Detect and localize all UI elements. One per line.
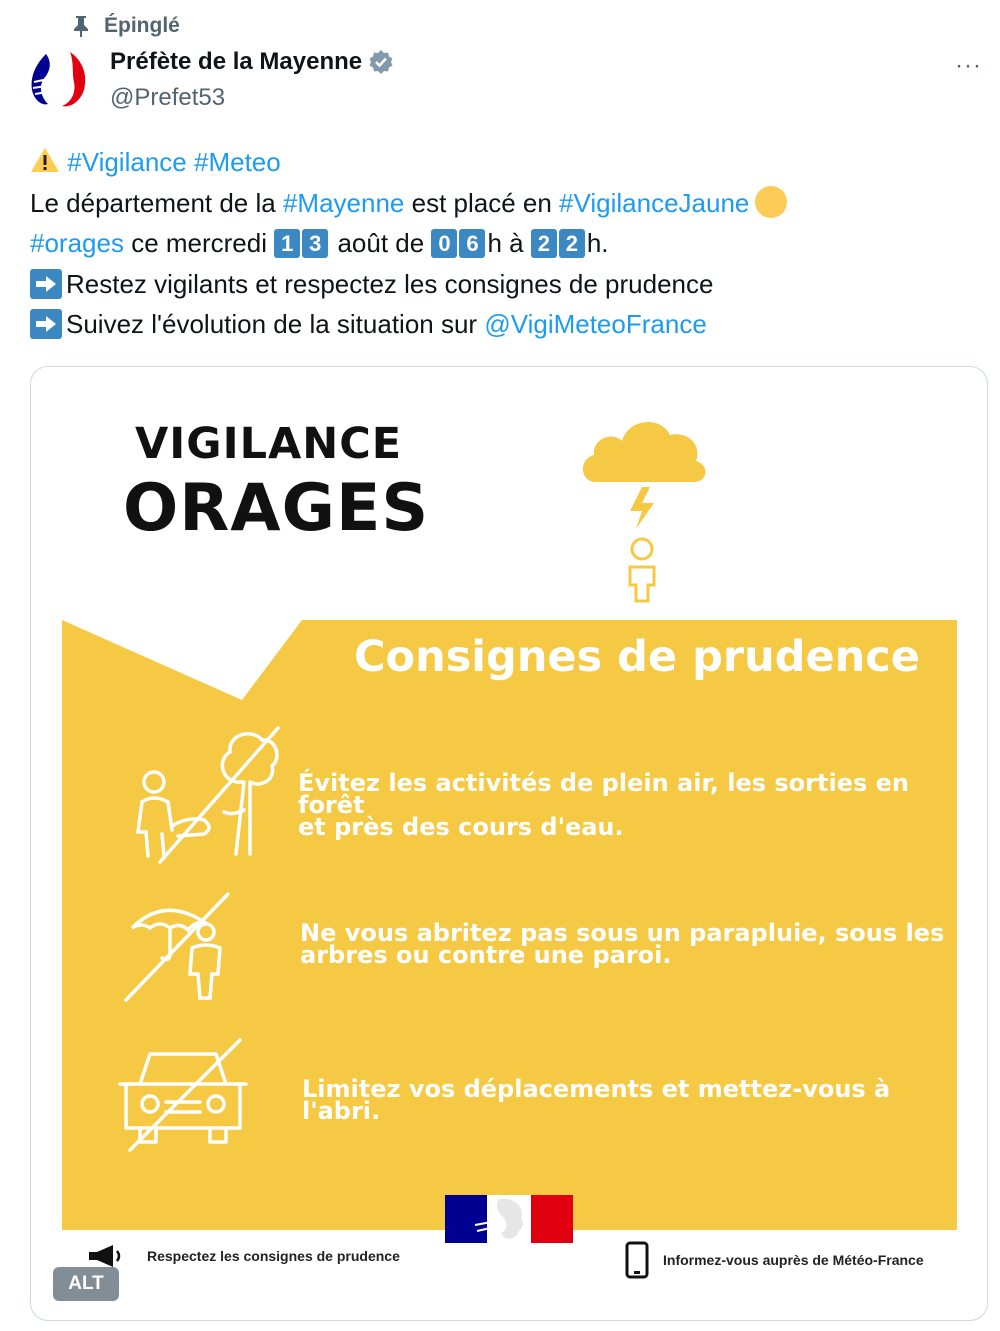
storm-cloud-person-icon bbox=[576, 387, 716, 607]
tweet-line-3 bbox=[30, 223, 980, 264]
panel-notch bbox=[62, 620, 302, 700]
hashtag-orages[interactable]: #orages bbox=[30, 228, 124, 258]
tweet-text-segment: est placé en bbox=[404, 187, 560, 218]
keycap-digit-icon: 1 bbox=[274, 229, 300, 258]
prudence-item-2-line-1: Ne vous abritez pas sous un parapluie, sous les bbox=[300, 919, 945, 947]
prudence-item-1-line-1: Évitez les activités de plein air, les sorties en forêt bbox=[298, 769, 909, 819]
prudence-item-3 bbox=[302, 1075, 957, 1125]
tweet-text-segment: Le département de la bbox=[30, 187, 283, 218]
tweet-image-card[interactable] bbox=[30, 366, 988, 1321]
verified-badge-icon bbox=[368, 49, 394, 75]
tweet-text-segment: août de bbox=[330, 228, 432, 258]
prudence-item-1-line-2: et près des cours d'eau. bbox=[298, 813, 624, 841]
author-name[interactable]: Préfète de la Mayenne bbox=[110, 48, 363, 75]
keycap-digit-icon: 3 bbox=[302, 229, 328, 258]
title-line-1: VIGILANCE bbox=[135, 419, 403, 469]
tweet-line-5 bbox=[30, 304, 980, 345]
marianne-logo-icon bbox=[26, 46, 96, 116]
avatar[interactable] bbox=[26, 46, 96, 116]
tweet-text-segment: h. bbox=[586, 228, 609, 258]
tweet-text-segment: h à bbox=[487, 228, 531, 258]
right-arrow-icon bbox=[30, 269, 62, 299]
tweet-text-segment: Restez vigilants et respectez les consignes de prudence bbox=[66, 268, 714, 299]
keycap-digit-icon: 2 bbox=[559, 229, 585, 258]
hashtag-vigilance[interactable]: #Vigilance bbox=[67, 147, 187, 177]
footer-right bbox=[625, 1241, 924, 1279]
no-umbrella-shelter-icon bbox=[124, 892, 234, 1002]
tweet-line-1 bbox=[30, 142, 980, 183]
mention-vigimeteofrance[interactable]: @VigiMeteoFrance bbox=[484, 309, 707, 339]
prudence-item-3-line-1: Limitez vos déplacements et mettez-vous à l'abri. bbox=[302, 1075, 891, 1125]
smartphone-icon bbox=[625, 1241, 649, 1279]
vigilance-orages-title bbox=[123, 419, 430, 546]
footer-left-text: Respectez les consignes de prudence bbox=[147, 1248, 400, 1264]
megaphone-icon bbox=[87, 1243, 125, 1269]
prudence-item-2-line-2: arbres ou contre une paroi. bbox=[300, 941, 672, 969]
tweet-line-4 bbox=[30, 264, 980, 305]
tweet-text-segment: ce mercredi bbox=[123, 228, 275, 258]
tweet-text-segment: Suivez l'évolution de la situation sur bbox=[66, 309, 485, 339]
keycap-digit-icon: 0 bbox=[431, 229, 457, 258]
title-line-2: ORAGES bbox=[123, 471, 430, 546]
tweet-author bbox=[110, 48, 394, 112]
pinned-label: Épinglé bbox=[104, 14, 180, 37]
footer-left bbox=[87, 1243, 400, 1269]
more-options-button[interactable]: ··· bbox=[955, 52, 982, 79]
alt-text-button[interactable]: ALT bbox=[53, 1267, 119, 1301]
warning-icon bbox=[30, 146, 60, 174]
no-outdoor-activity-icon bbox=[132, 724, 282, 864]
right-arrow-icon bbox=[30, 309, 62, 339]
republique-francaise-logo-icon bbox=[445, 1195, 573, 1243]
tweet-text bbox=[30, 142, 980, 345]
yellow-circle-icon bbox=[755, 186, 787, 218]
panel-title: Consignes de prudence bbox=[354, 632, 920, 682]
pinned-indicator bbox=[70, 14, 180, 38]
hashtag-meteo[interactable]: #Meteo bbox=[193, 147, 281, 177]
tweet-line-2 bbox=[30, 183, 980, 224]
keycap-digit-icon: 6 bbox=[459, 229, 485, 258]
keycap-digit-icon: 2 bbox=[531, 229, 557, 258]
prudence-panel bbox=[62, 620, 957, 1230]
hashtag-vigilancejaune[interactable]: #VigilanceJaune bbox=[559, 187, 750, 218]
author-handle[interactable]: @Prefet53 bbox=[110, 84, 226, 111]
prudence-item-1 bbox=[298, 769, 957, 841]
no-car-travel-icon bbox=[118, 1034, 248, 1154]
footer-right-text: Informez-vous auprès de Météo-France bbox=[663, 1252, 924, 1268]
hashtag-mayenne[interactable]: #Mayenne bbox=[282, 187, 405, 218]
pin-icon bbox=[70, 14, 92, 38]
prudence-item-2 bbox=[300, 919, 945, 969]
